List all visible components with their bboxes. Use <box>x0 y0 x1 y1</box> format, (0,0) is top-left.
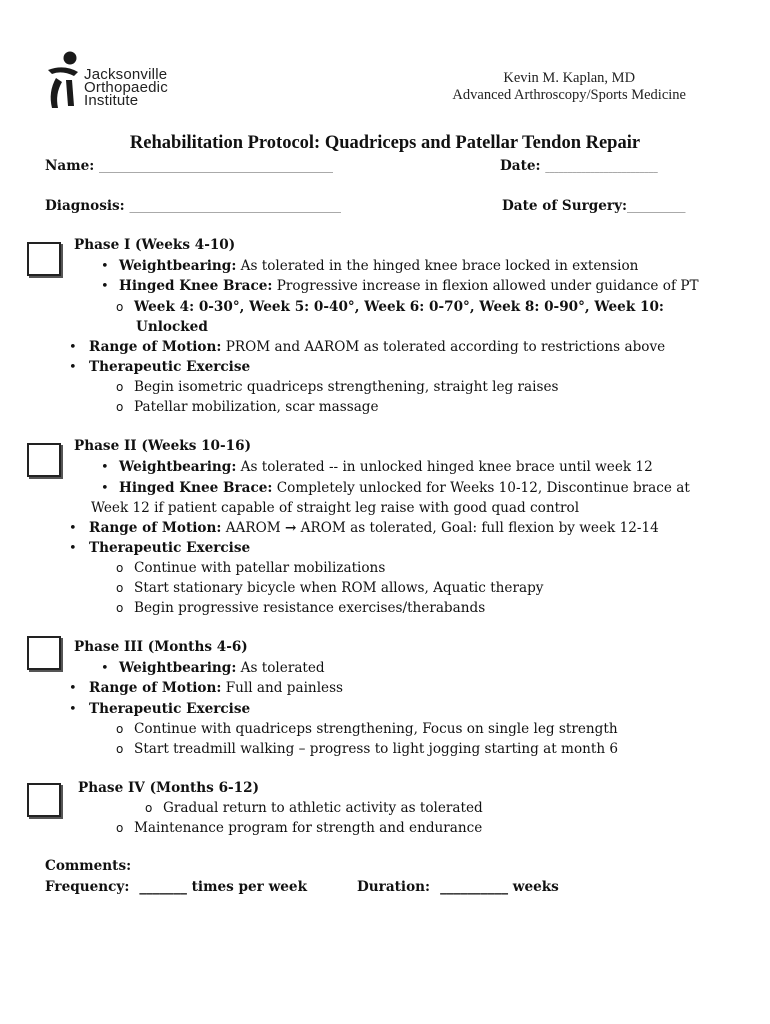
duration-unit: weeks <box>508 879 559 895</box>
bullet-mark: • <box>69 541 77 556</box>
phase2-exercise <box>69 540 250 556</box>
phase1-heading: Phase I (Weeks 4-10) <box>74 237 236 253</box>
phase3-weightbearing <box>101 660 325 676</box>
phase2-rom-text-a: AAROM <box>221 520 285 536</box>
duration-line: __________ <box>440 879 509 895</box>
arrow-right-icon: → <box>284 520 297 536</box>
phase1-rom-text: PROM and AAROM as tolerated according to restrictions above <box>221 339 666 355</box>
phase3-rom <box>69 680 343 696</box>
phase3-rom-text: Full and painless <box>221 680 344 696</box>
list-item <box>116 580 543 596</box>
logo-line-2: Orthopaedic <box>84 79 168 96</box>
phase1-brace-schedule <box>116 299 664 315</box>
circle-mark: o <box>116 601 124 615</box>
date-field[interactable] <box>500 158 658 174</box>
jacksonville-orthopaedic-logo <box>44 50 214 112</box>
circle-mark: o <box>116 300 124 314</box>
phase2-heading: Phase II (Weeks 10-16) <box>74 438 251 454</box>
page-title: Rehabilitation Protocol: Quadriceps and Patellar Tendon Repair <box>129 133 641 153</box>
circle-mark: o <box>116 722 124 736</box>
phase2-brace-text: Completely unlocked for Weeks 10-12, Discontinue brace at <box>272 480 690 496</box>
phase3-ex-item-2: Start treadmill walking – progress to light jogging starting at month 6 <box>134 741 619 757</box>
diagnosis-field[interactable] <box>45 198 341 214</box>
diagnosis-label: Diagnosis: <box>45 198 130 214</box>
phase1-brace-sub-2: Unlocked <box>136 319 208 335</box>
name-label: Name: <box>45 158 100 174</box>
logo-figure-icon <box>44 50 84 112</box>
phase2-ex-item-1: Continue with patellar mobilizations <box>134 560 386 576</box>
circle-mark: o <box>116 821 124 835</box>
circle-mark: o <box>145 801 153 815</box>
phase2-wb-label: Weightbearing: <box>119 459 237 475</box>
phase2-ex-item-2: Start stationary bicycle when ROM allows, Aquatic therapy <box>134 580 544 596</box>
bullet-mark: • <box>101 460 109 475</box>
phase2-checkbox[interactable] <box>27 443 61 477</box>
surgery-date-line: _____________ <box>627 203 686 213</box>
phase1-rom-label: Range of Motion: <box>89 339 222 355</box>
circle-mark: o <box>116 561 124 575</box>
circle-mark: o <box>116 380 124 394</box>
bullet-mark: • <box>101 481 109 496</box>
duration-label: Duration: <box>357 879 431 895</box>
bullet-mark: • <box>69 681 77 696</box>
phase2-weightbearing <box>101 459 653 475</box>
list-item <box>116 741 618 757</box>
surgery-date-field[interactable] <box>502 198 686 214</box>
phase4-heading: Phase IV (Months 6-12) <box>78 780 260 796</box>
phase3-wb-label: Weightbearing: <box>119 660 237 676</box>
frequency-unit: times per week <box>186 879 307 895</box>
logo-line-1: Jacksonville <box>84 66 168 83</box>
phase1-wb-text: As tolerated in the hinged knee brace locked in extension <box>236 258 639 274</box>
bullet-mark: • <box>101 259 109 274</box>
diagnosis-line: _______________________________________________ <box>129 203 341 213</box>
phase3-checkbox[interactable] <box>27 636 61 670</box>
logo-text <box>84 68 168 107</box>
logo-line-3: Institute <box>84 92 139 109</box>
list-item <box>116 379 559 395</box>
phase4-item-1: Gradual return to athletic activity as tolerated <box>163 800 483 816</box>
list-item <box>145 800 483 816</box>
list-item <box>116 820 482 836</box>
bullet-mark: • <box>69 702 77 717</box>
phase4-item-2: Maintenance program for strength and endurance <box>134 820 483 836</box>
name-line: ____________________________________________________ <box>99 163 334 173</box>
date-line: _________________________ <box>545 163 658 173</box>
phase2-rom <box>69 520 659 536</box>
phase1-brace-sub-1: Week 4: 0-30°, Week 5: 0-40°, Week 6: 0-70°, Week 8: 0-90°, Week 10: <box>134 299 664 315</box>
circle-mark: o <box>116 581 124 595</box>
phase2-ex-item-3: Begin progressive resistance exercises/therabands <box>134 600 486 616</box>
phase2-ex-label: Therapeutic Exercise <box>89 540 251 556</box>
phase3-exercise <box>69 701 250 717</box>
phase2-wb-text: As tolerated -- in unlocked hinged knee brace until week 12 <box>236 459 653 475</box>
circle-mark: o <box>116 400 124 414</box>
phase3-rom-label: Range of Motion: <box>89 680 222 696</box>
phase3-ex-label: Therapeutic Exercise <box>89 701 251 717</box>
phase1-weightbearing <box>101 258 638 274</box>
date-label: Date: <box>500 158 546 174</box>
phase1-ex-item-1: Begin isometric quadriceps strengthening, straight leg raises <box>134 379 559 395</box>
phase2-brace <box>101 480 690 496</box>
list-item <box>116 721 618 737</box>
circle-mark: o <box>116 742 124 756</box>
duration-field[interactable] <box>357 879 559 895</box>
bullet-mark: • <box>101 279 109 294</box>
phase1-exercise <box>69 359 250 375</box>
bullet-mark: • <box>69 340 77 355</box>
comments-label: Comments: <box>45 858 132 874</box>
phase1-ex-label: Therapeutic Exercise <box>89 359 251 375</box>
phase4-checkbox[interactable] <box>27 783 61 817</box>
phase1-wb-label: Weightbearing: <box>119 258 237 274</box>
phase1-checkbox[interactable] <box>27 242 61 276</box>
frequency-field[interactable] <box>45 879 307 895</box>
bullet-mark: • <box>69 521 77 536</box>
phase2-brace-label: Hinged Knee Brace: <box>119 480 273 496</box>
phase2-rom-text-b: AROM as tolerated, Goal: full flexion by week 12-14 <box>296 520 659 536</box>
phase1-ex-item-2: Patellar mobilization, scar massage <box>134 399 379 415</box>
list-item <box>116 600 485 616</box>
bullet-mark: • <box>69 360 77 375</box>
phase3-ex-item-1: Continue with quadriceps strengthening, Focus on single leg strength <box>134 721 618 737</box>
bullet-mark: • <box>101 661 109 676</box>
name-field[interactable] <box>45 158 333 174</box>
list-item <box>116 560 385 576</box>
phase1-brace <box>101 278 699 294</box>
phase1-brace-label: Hinged Knee Brace: <box>119 278 273 294</box>
surgery-date-label: Date of Surgery: <box>502 198 627 214</box>
phase1-brace-text: Progressive increase in flexion allowed under guidance of PT <box>272 278 699 294</box>
doctor-info <box>452 70 686 104</box>
doctor-name: Kevin M. Kaplan, MD <box>503 70 636 86</box>
frequency-label: Frequency: <box>45 879 130 895</box>
phase2-rom-label: Range of Motion: <box>89 520 222 536</box>
phase3-heading: Phase III (Months 4-6) <box>74 639 248 655</box>
doctor-specialty: Advanced Arthroscopy/Sports Medicine <box>452 87 686 103</box>
list-item <box>116 399 379 415</box>
phase2-brace-text-2: Week 12 if patient capable of straight leg raise with good quad control <box>91 500 580 516</box>
frequency-line: _______ <box>139 879 187 895</box>
phase1-rom <box>69 339 665 355</box>
phase3-wb-text: As tolerated <box>236 660 325 676</box>
